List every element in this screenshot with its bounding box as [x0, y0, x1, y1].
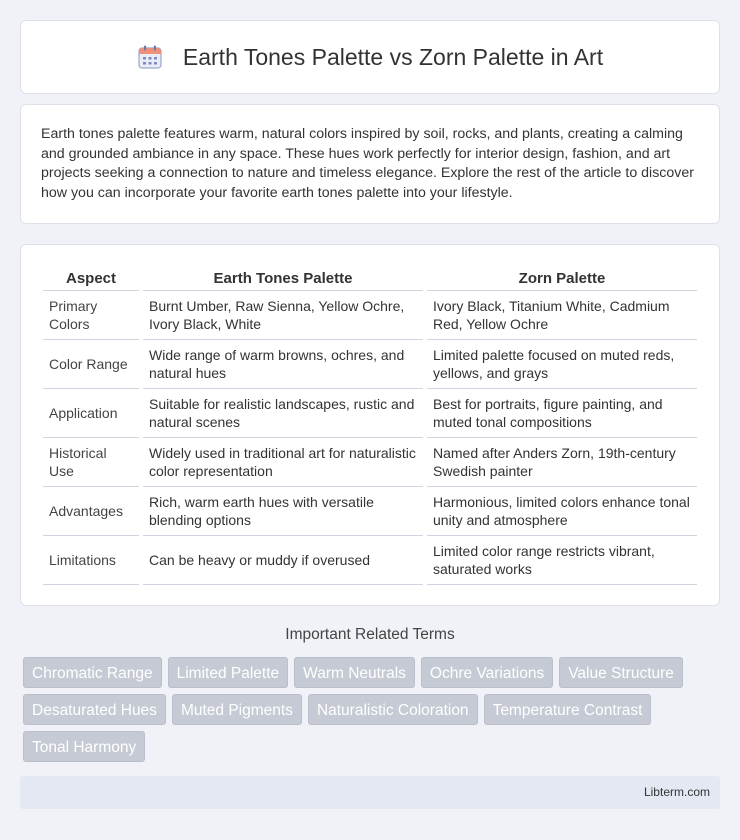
- table-cell: Rich, warm earth hues with versatile blending options: [143, 487, 423, 536]
- intro-paragraph: Earth tones palette features warm, natural colors inspired by soil, rocks, and plants, creating a calming and grounded ambiance in any space. These hues work perfectly for interior design, fashion, and art projects seeking a connection to nature and timeless elegance. Explore the rest of the article to discover how you can incorporate your favorite earth tones palette into your lifestyle.: [41, 126, 694, 201]
- table-cell-aspect: Advantages: [43, 487, 139, 536]
- related-terms-tags: [23, 657, 723, 768]
- related-term-tag[interactable]: Ochre Variations: [421, 657, 553, 688]
- table-row: [43, 487, 697, 536]
- table-cell: Limited color range restricts vibrant, saturated works: [427, 536, 697, 585]
- table-cell-aspect: Limitations: [43, 536, 139, 585]
- related-term-tag[interactable]: Chromatic Range: [23, 657, 162, 688]
- table-row: [43, 340, 697, 389]
- footer: [20, 776, 720, 809]
- table-row: [43, 291, 697, 340]
- table-cell: Widely used in traditional art for naturalistic color representation: [143, 438, 423, 487]
- table-cell-aspect: Primary Colors: [43, 291, 139, 340]
- column-header: Zorn Palette: [427, 263, 697, 291]
- table-cell: Can be heavy or muddy if overused: [143, 536, 423, 585]
- column-header: Earth Tones Palette: [143, 263, 423, 291]
- comparison-table-card: [20, 244, 720, 606]
- table-row: [43, 438, 697, 487]
- related-terms-title: Important Related Terms: [285, 626, 455, 643]
- comparison-table: [39, 263, 701, 585]
- table-row: [43, 536, 697, 585]
- related-term-tag[interactable]: Value Structure: [559, 657, 683, 688]
- related-term-tag[interactable]: Muted Pigments: [172, 694, 302, 725]
- table-cell: Named after Anders Zorn, 19th-century Swedish painter: [427, 438, 697, 487]
- related-term-tag[interactable]: Naturalistic Coloration: [308, 694, 478, 725]
- related-term-tag[interactable]: Temperature Contrast: [484, 694, 652, 725]
- calendar-icon: [137, 44, 163, 70]
- table-cell: Ivory Black, Titanium White, Cadmium Red, Yellow Ochre: [427, 291, 697, 340]
- header-card: [20, 20, 720, 94]
- table-cell: Suitable for realistic landscapes, rustic and natural scenes: [143, 389, 423, 438]
- table-cell: Harmonious, limited colors enhance tonal unity and atmosphere: [427, 487, 697, 536]
- page-title: Earth Tones Palette vs Zorn Palette in Art: [182, 43, 604, 70]
- header: [137, 44, 603, 71]
- table-cell: Best for portraits, figure painting, and muted tonal compositions: [427, 389, 697, 438]
- table-cell: Burnt Umber, Raw Sienna, Yellow Ochre, Ivory Black, White: [143, 291, 423, 340]
- related-term-tag[interactable]: Tonal Harmony: [23, 731, 145, 762]
- table-cell-aspect: Color Range: [43, 340, 139, 389]
- column-header: Aspect: [43, 263, 139, 291]
- intro-card: [20, 104, 720, 224]
- table-header-row: [43, 263, 697, 291]
- table-cell-aspect: Historical Use: [43, 438, 139, 487]
- footer-site-link[interactable]: Libterm.com: [643, 785, 710, 799]
- table-cell: Wide range of warm browns, ochres, and natural hues: [143, 340, 423, 389]
- related-term-tag[interactable]: Limited Palette: [168, 657, 289, 688]
- table-cell-aspect: Application: [43, 389, 139, 438]
- table-row: [43, 389, 697, 438]
- related-term-tag[interactable]: Warm Neutrals: [294, 657, 415, 688]
- table-cell: Limited palette focused on muted reds, yellows, and grays: [427, 340, 697, 389]
- related-term-tag[interactable]: Desaturated Hues: [23, 694, 166, 725]
